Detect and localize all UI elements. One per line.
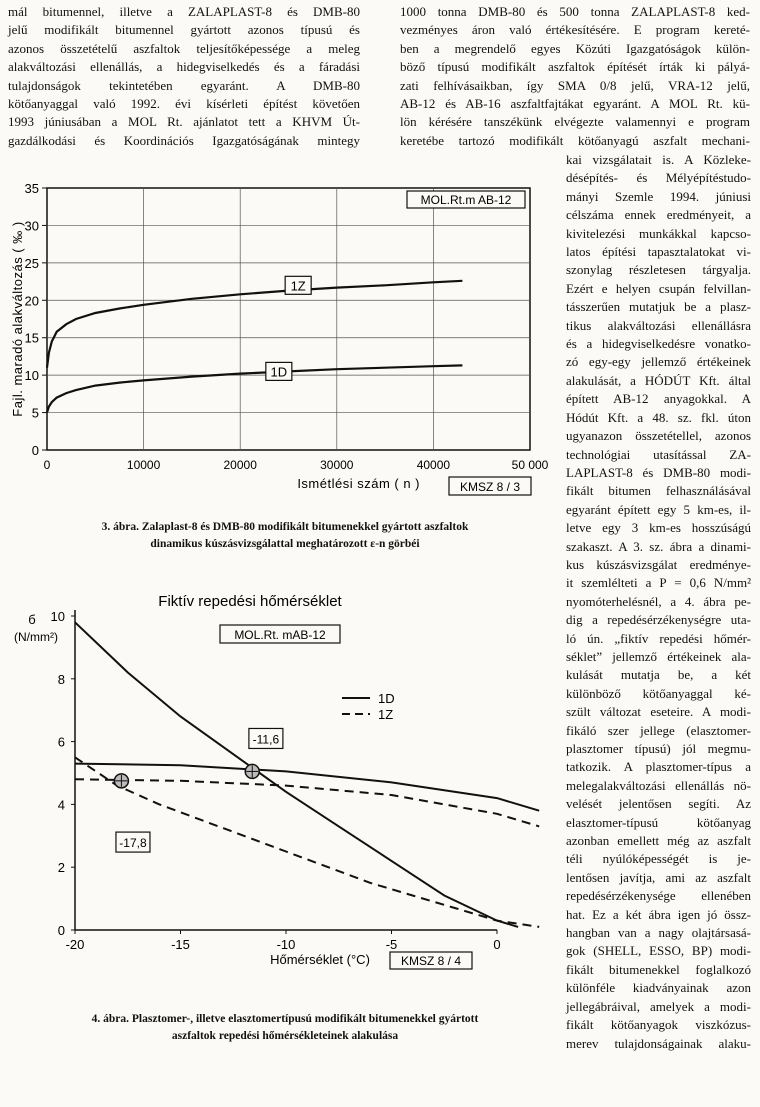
x-tick-label: -5	[385, 937, 398, 952]
right-top-line: AB-12 és AB-16 aszfaltfajtákat egyaránt. A MOL Rt. kü-	[400, 96, 750, 112]
figure-3-caption-line-2: dinamikus kúszásvizsgálattal meghatározott ε-n görbéi	[150, 538, 420, 550]
right-top-line: böző típusú modifikált aszfaltok építését írták ki pályá-	[400, 59, 750, 75]
figure-4-caption	[20, 1011, 550, 1045]
y-tick-label: 35	[24, 181, 39, 196]
right-col-line: jellegábráival, amelyek a modi-	[566, 998, 751, 1014]
right-col-line: szült változat eseteire. A modi-	[566, 704, 751, 720]
right-col-line: ugyanazon összetétellel, azonos	[566, 428, 751, 444]
y-tick-label: 10	[24, 368, 39, 384]
right-col-line: alakulását, a HÓDÚT Kft. által	[566, 372, 751, 388]
left-top-line: mál bitumennel, illetve a ZALAPLAST-8 és DMB-80	[8, 4, 360, 19]
figure-4-cracking-chart	[0, 588, 560, 998]
right-col-line: zó egy-egy jellemző értékeinek	[566, 354, 751, 370]
right-col-line: technológiai utasítással ZA-	[566, 446, 751, 462]
right-col-line: szakaszt. A 3. sz. ábra a dinami-	[566, 538, 751, 554]
left-top-line: tulajdonságok tekintetében egyaránt. A DMB-80	[8, 77, 360, 93]
right-col-line: melegalakváltozási ellenállás nö-	[566, 777, 751, 793]
right-col-line: Hódút Kft. a 48. sz. fkl. úton	[566, 409, 751, 425]
y-axis-label: Fajl. maradó alakváltozás ( ‰ )	[10, 221, 25, 417]
right-col-line: mányi Szemle 1994. júniusi	[566, 188, 751, 204]
x-tick-label: 0	[43, 458, 51, 472]
x-tick-label: 40000	[416, 458, 451, 472]
right-col-line: plasztomer típusú) jól megmu-	[566, 741, 751, 756]
y-tick-label: 0	[57, 923, 65, 938]
figure-3-creep-chart	[0, 180, 560, 510]
figure-4-caption-line-2: aszfaltok repedési hőmérsékleteinek alakulása	[171, 1030, 399, 1042]
x-axis-label: Hőmérséklet (°C)	[270, 952, 370, 967]
right-col-line: ló ún. „fiktív repedési hőmér-	[566, 630, 751, 646]
right-col-line: célszáma ennek eredményeit, a	[566, 207, 751, 223]
right-top-line: zati felhívásaikban, így SMA 0/8 jelű, VRA-12 jelű,	[400, 77, 750, 93]
right-col-line: velését jelentősen segíti. Az	[566, 796, 751, 812]
annotation-label: -11,6	[252, 732, 280, 747]
right-col-line: lentősen javítja, ami az aszfalt	[566, 869, 751, 885]
x-tick-label: 20000	[223, 458, 257, 472]
right-col-line: egyaránt épített egy 5 km-es, il-	[566, 501, 751, 517]
right-col-line: désépítés- és Mélyépítéstudo-	[566, 170, 751, 186]
legend-label-1Z: 1Z	[378, 707, 394, 722]
y-axis-unit: (N/mm²)	[14, 630, 58, 644]
left-top-line: gazdálkodási és Koordinációs Igazgatóságának mintegy	[8, 132, 360, 148]
right-col-line: fikált kötőanyagok viszkózus-	[566, 1017, 751, 1033]
right-col-line: nyomóterhelésnél, a 4. ábra pe-	[566, 593, 751, 609]
text-column-right	[566, 151, 751, 1053]
right-col-line: tatkozik. A plasztomer-típus a	[566, 759, 751, 775]
right-col-line: kai vizsgálatait is. A Közleke-	[566, 152, 751, 167]
right-col-line: téli nyúlóképességét is je-	[566, 851, 751, 867]
right-col-line: fikált bitumenekkel foglalkozó	[566, 961, 751, 977]
series-label: 1D	[270, 364, 288, 380]
right-col-line: és a hidegviselkedésre vonatko-	[566, 336, 751, 352]
right-top-line: vezményes áron való értékesítésére. E program kereté-	[400, 22, 750, 38]
figure-3-caption	[20, 519, 550, 553]
right-col-line: különféle kiadványainak azon	[566, 980, 751, 996]
x-tick-label: 30000	[320, 458, 354, 472]
y-tick-label: 6	[57, 734, 65, 750]
left-top-line: azonos összetételű aszfaltok teljesítőképessége a meleg	[8, 40, 360, 56]
series-line-1Z	[47, 281, 462, 368]
x-tick-label: -15	[171, 937, 190, 952]
series-line-1D	[47, 365, 462, 412]
y-tick-label: 2	[57, 860, 65, 876]
figure-code: KMSZ 8 / 3	[459, 480, 521, 494]
right-col-line: szonylag részletesen tárgyalja.	[566, 262, 751, 278]
x-tick-label: 50 000	[511, 458, 549, 472]
y-tick-label: 5	[31, 405, 39, 421]
right-col-line: tikus alakváltozási ellenállásra	[566, 317, 751, 333]
right-col-line: letve egy 3 km-es hosszúságú	[566, 520, 751, 536]
text-column-right-top	[400, 3, 750, 150]
right-col-line: kivitelezési munkákkal kapcso-	[566, 225, 751, 241]
right-col-line: repedésérzékenysége ellenében	[566, 888, 751, 904]
plot-frame	[47, 188, 530, 450]
y-tick-label: 15	[24, 330, 39, 346]
right-top-line: 1000 tonna DMB-80 és 500 tonna ZALAPLAST-8 ked-	[400, 4, 750, 19]
right-col-line: latos építési tapasztalatokat vi-	[566, 244, 751, 260]
legend-label-1D: 1D	[378, 691, 395, 706]
y-tick-label: 20	[24, 293, 39, 309]
x-tick-label: -10	[276, 937, 296, 952]
chart-title: Fiktív repedési hőmérséklet	[158, 593, 342, 610]
right-col-line: tásszerűen mutatjuk be a plasz-	[566, 299, 751, 315]
annotation-label: -17,8	[119, 836, 147, 851]
legend-box-text: MOL.Rt. mAB-12	[234, 628, 326, 642]
y-tick-label: 0	[31, 443, 39, 458]
y-tick-label: 10	[50, 609, 65, 624]
figure-3-caption-line-1: 3. ábra. Zalaplast-8 és DMB-80 modifikált bitumenekkel gyártott aszfaltok	[101, 521, 469, 533]
right-col-line: fikáló szer jellege (elasztomer-	[566, 722, 751, 738]
right-col-line: gok (SHELL, ESSO, BP) modi-	[566, 943, 751, 959]
right-col-line: Ezért e helyen csupán felvillan-	[566, 280, 751, 296]
right-col-line: kus kúszásvizsgálat eredménye-	[566, 556, 751, 572]
right-col-line: dig a repedésérzékenységre uta-	[566, 612, 751, 628]
right-top-line: ben a megrendelő egyes Közúti Igazgatóságok külön-	[400, 40, 750, 56]
right-col-line: kulását mutatja be, a két	[566, 667, 751, 683]
text-column-left-top	[8, 3, 360, 150]
right-col-line: elasztomer-típusú kötőanyag	[566, 814, 751, 830]
left-top-line: alakváltozási ellenállás, a hidegviselkedés és a fáradási	[8, 59, 360, 75]
right-col-line: merev tulajdonságainak alaku-	[566, 1035, 751, 1051]
left-top-line: kötőanyaggal való 1992. évi kísérleti építést követően	[8, 96, 360, 112]
right-col-line: LAPLAST-8 és DMB-80 modi-	[566, 464, 751, 480]
right-top-line: lön kérésére tanszékünk elvégezte valamennyi e program	[400, 114, 750, 130]
left-top-line: jelű modifikált bitumennel gyártott azonos típusú és	[8, 22, 360, 38]
left-top-line: 1993 júniusában a MOL Rt. ajánlatot tett a KHVM Út-	[8, 114, 360, 130]
y-tick-label: 4	[57, 797, 65, 813]
right-col-line: séklet” jellemző értékeinek ala-	[566, 648, 751, 664]
series-label: 1Z	[290, 278, 306, 294]
x-tick-label: 10000	[126, 458, 161, 472]
right-col-line: épített AB-12 anyagokkal. A	[566, 391, 751, 407]
x-tick-label: -20	[65, 937, 85, 952]
right-col-line: fikált bitumen felhasználásával	[566, 483, 751, 499]
x-tick-label: 0	[493, 937, 501, 952]
y-tick-label: 30	[24, 218, 39, 234]
figure-4-caption-line-1: 4. ábra. Plasztomer-, illetve elasztomertípusú modifikált bitumenekkel gyártott	[91, 1013, 479, 1025]
figure-code: KMSZ 8 / 4	[400, 954, 462, 968]
legend-box-text: MOL.Rt.m AB-12	[420, 193, 512, 207]
right-col-line: különböző kötőanyaggal ké-	[566, 685, 751, 701]
right-col-line: azonban emellett még az aszfalt	[566, 833, 751, 849]
right-col-line: it szemlélteti a P = 0,6 N/mm²	[566, 575, 751, 591]
right-col-line: hangban van a nagy olajtársasá-	[566, 925, 751, 941]
right-col-line: hat. Ez a két ábra igen jó össz-	[566, 906, 751, 922]
y-tick-label: 25	[24, 255, 39, 271]
right-top-line: keretébe tartozó modifikált kötőanyagú aszfalt mechani-	[400, 132, 750, 148]
series-line-1D	[75, 622, 518, 927]
y-axis-label: б	[28, 612, 36, 627]
series-line-1Z	[75, 779, 539, 826]
y-tick-label: 8	[57, 671, 65, 687]
x-axis-label: Ismétlési szám ( n )	[297, 476, 420, 491]
